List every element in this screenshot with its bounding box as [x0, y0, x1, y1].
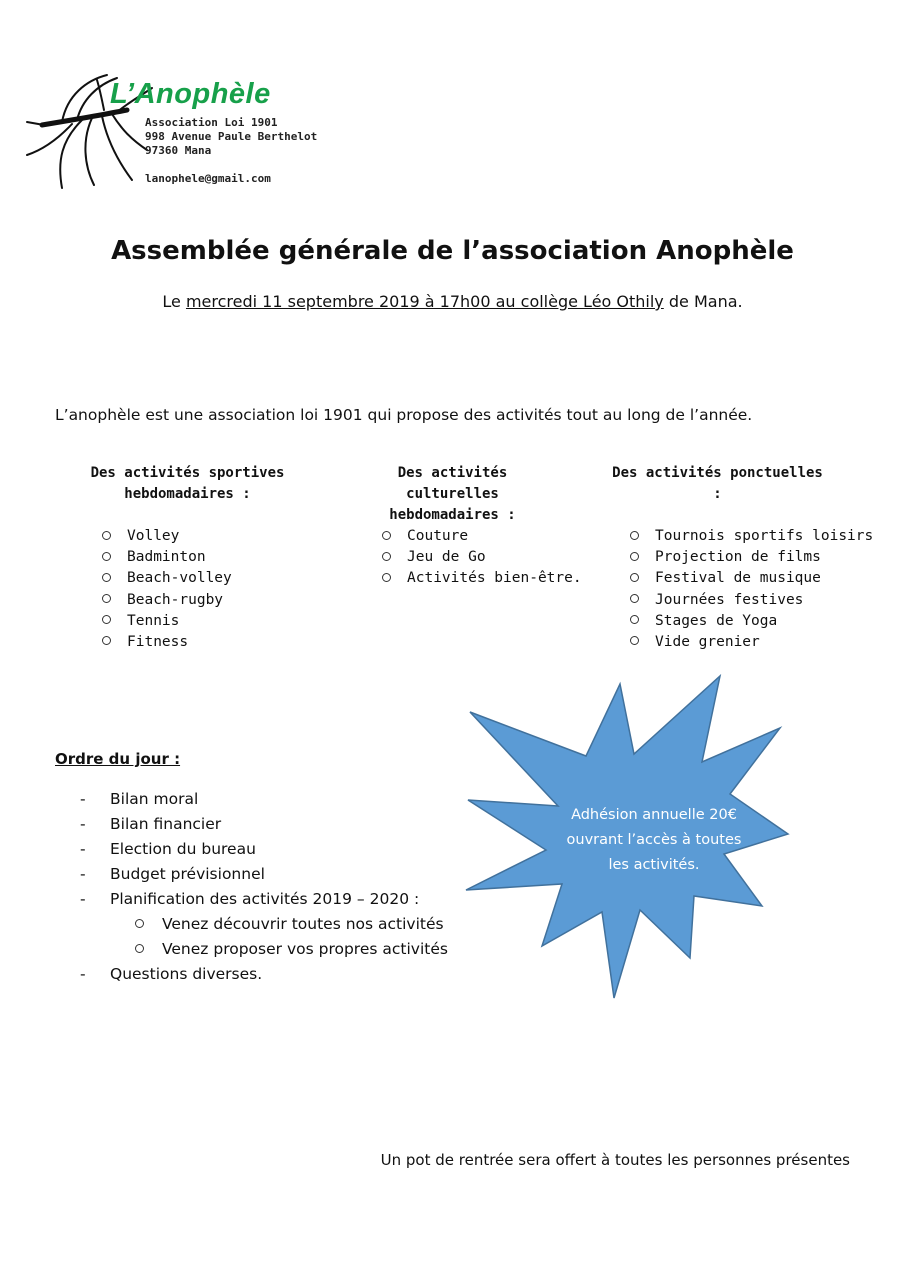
dash-bullet-icon: - [80, 890, 86, 908]
list-sports [102, 526, 232, 653]
column-heading-sports [90, 463, 285, 505]
circle-bullet-icon [630, 552, 639, 561]
list-item: Stages de Yoga [630, 611, 873, 632]
dash-bullet-icon: - [80, 815, 86, 833]
agenda-subitem: Venez découvrir toutes nos activités [80, 912, 448, 937]
logo-address-line: 998 Avenue Paule Berthelot [145, 130, 318, 143]
dash-bullet-icon: - [80, 840, 86, 858]
list-item: Beach-volley [102, 568, 232, 589]
circle-bullet-icon [630, 615, 639, 624]
heading-line: Des activités ponctuelles : [612, 465, 823, 502]
list-item: Festival de musique [630, 568, 873, 589]
circle-bullet-icon [382, 573, 391, 582]
circle-bullet-icon [382, 531, 391, 540]
circle-bullet-icon [102, 573, 111, 582]
dash-bullet-icon: - [80, 790, 86, 808]
list-item: Vide grenier [630, 632, 873, 653]
list-item: Journées festives [630, 590, 873, 611]
dash-bullet-icon: - [80, 865, 86, 883]
column-heading-culture [350, 463, 555, 526]
footer-note: Un pot de rentrée sera offert à toutes les personnes présentes [380, 1151, 850, 1169]
agenda-item: - Bilan financier [80, 812, 448, 837]
subtitle-prefix: Le [162, 292, 186, 311]
subtitle-date-location: mercredi 11 septembre 2019 à 17h00 au collège Léo Othily [185, 292, 664, 311]
circle-bullet-icon [102, 531, 111, 540]
list-culture [382, 526, 582, 590]
agenda-list [80, 787, 448, 987]
membership-text [545, 803, 763, 878]
circle-bullet-icon [102, 615, 111, 624]
logo-title: L’Anophèle [110, 78, 271, 110]
circle-bullet-icon [135, 919, 144, 928]
document-title: Assemblée générale de l’association Anophèle [111, 236, 794, 266]
logo-association-line: Association Loi 1901 [145, 116, 278, 129]
list-item: Tournois sportifs loisirs [630, 526, 873, 547]
logo-city-line: 97360 Mana [145, 144, 212, 157]
subtitle-suffix: de Mana. [663, 292, 743, 311]
agenda-item: - Planification des activités 2019 – 2020 : [80, 887, 448, 912]
heading-line: Des activités sportives [90, 465, 285, 481]
agenda-subitem: Venez proposer vos propres activités [80, 937, 448, 962]
circle-bullet-icon [630, 531, 639, 540]
circle-bullet-icon [135, 944, 144, 953]
list-item: Volley [102, 526, 232, 547]
star-line: ouvrant l’accès à toutes [566, 832, 742, 848]
agenda-heading: Ordre du jour : [55, 750, 181, 768]
circle-bullet-icon [382, 552, 391, 561]
heading-line: hebdomadaires : [124, 486, 251, 502]
agenda-item: - Budget prévisionnel [80, 862, 448, 887]
list-item: Tennis [102, 611, 232, 632]
agenda-item: - Questions diverses. [80, 962, 448, 987]
logo-email: lanophele@gmail.com [145, 172, 271, 185]
list-item: Fitness [102, 632, 232, 653]
event-subtitle [0, 292, 905, 311]
circle-bullet-icon [102, 594, 111, 603]
list-item: Couture [382, 526, 582, 547]
list-item: Beach-rugby [102, 590, 232, 611]
dash-bullet-icon: - [80, 965, 86, 983]
star-line: Adhésion annuelle 20€ [571, 807, 737, 823]
circle-bullet-icon [630, 573, 639, 582]
heading-line: Des activités culturelles [397, 465, 508, 502]
circle-bullet-icon [102, 636, 111, 645]
list-punctual [630, 526, 873, 653]
column-heading-punctual [610, 463, 825, 505]
heading-line: hebdomadaires : [389, 507, 516, 523]
list-item: Jeu de Go [382, 547, 582, 568]
star-line: les activités. [608, 857, 700, 873]
circle-bullet-icon [630, 636, 639, 645]
list-item: Activités bien-être. [382, 568, 582, 589]
list-item: Projection de films [630, 547, 873, 568]
circle-bullet-icon [630, 594, 639, 603]
agenda-item: - Election du bureau [80, 837, 448, 862]
circle-bullet-icon [102, 552, 111, 561]
list-item: Badminton [102, 547, 232, 568]
agenda-item: - Bilan moral [80, 787, 448, 812]
intro-paragraph: L’anophèle est une association loi 1901 qui propose des activités tout au long de l’année. [55, 406, 753, 424]
